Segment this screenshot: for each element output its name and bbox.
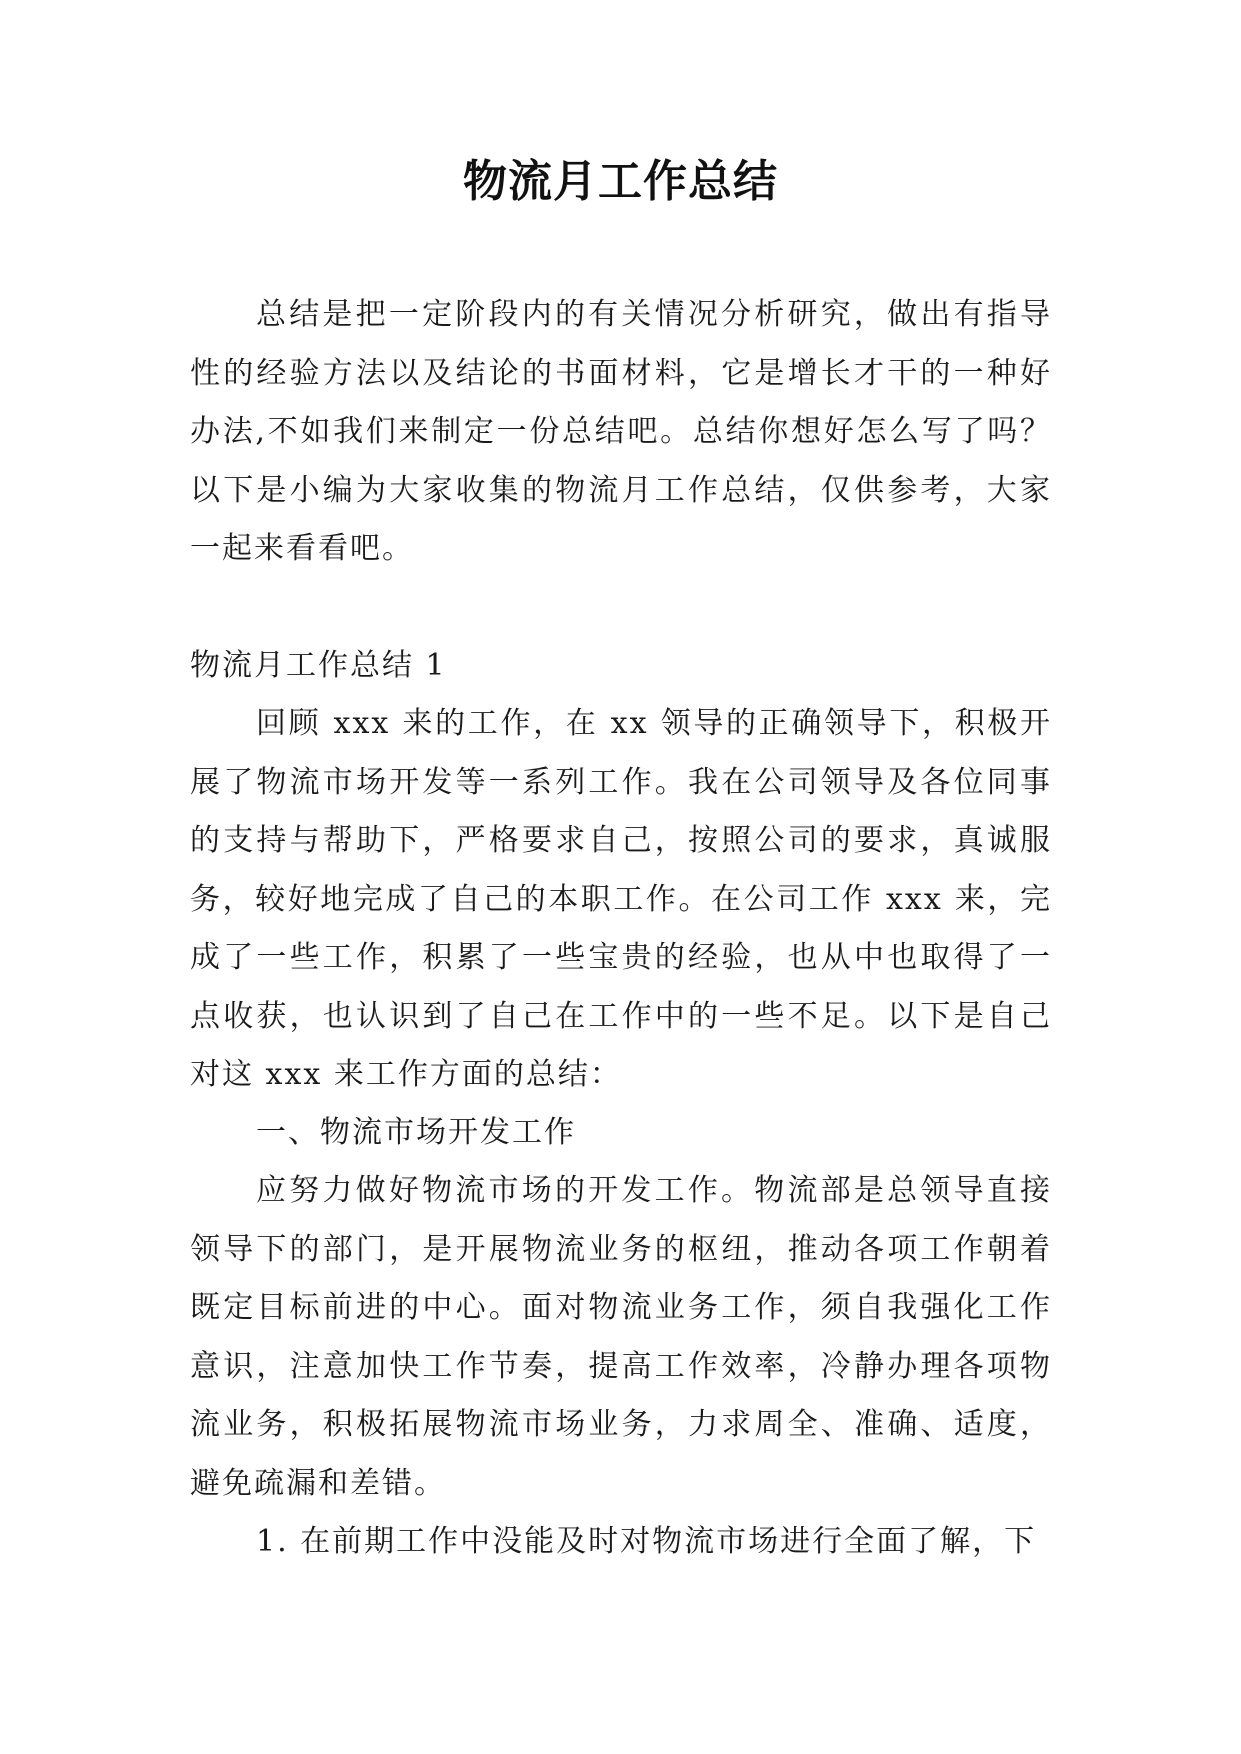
list-item-1: 1. 在前期工作中没能及时对物流市场进行全面了解，下	[256, 1524, 1037, 1559]
review-paragraph: 回顾 xxx 来的工作，在 xx 领导的正确领导下，积极开展了物流市场开发等一系列工作。我在公司领导及各位同事的支持与帮助下，严格要求自己，按照公司的要求，真诚服务，较好地完成了自己的本职工作。在公司工作 xxx 来，完成了一些工作，积累了一些宝贵的经验，也从中也取得了一点收获，也认识到了自己在工作中的一些不足。以下是自己对这 xxx 来工作方面的总结：	[190, 706, 1052, 1092]
subheading-market-development: 一、物流市场开发工作	[256, 1115, 576, 1150]
section-heading: 物流月工作总结 1	[190, 648, 447, 683]
document-title: 物流月工作总结	[463, 156, 778, 207]
market-development-paragraph: 应努力做好物流市场的开发工作。物流部是总领导直接领导下的部门，是开展物流业务的枢纽，推动各项工作朝着既定目标前进的中心。面对物流业务工作，须自我强化工作意识，注意加快工作节奏，提高工作效率，冷静办理各项物流业务，积极拓展物流市场业务，力求周全、准确、适度，避免疏漏和差错。	[190, 1173, 1052, 1501]
intro-paragraph: 总结是把一定阶段内的有关情况分析研究，做出有指导性的经验方法以及结论的书面材料，它是增长才干的一种好办法,不如我们来制定一份总结吧。总结你想好怎么写了吗？以下是小编为大家收集的物流月工作总结，仅供参考，大家一起来看看吧。	[190, 297, 1052, 566]
